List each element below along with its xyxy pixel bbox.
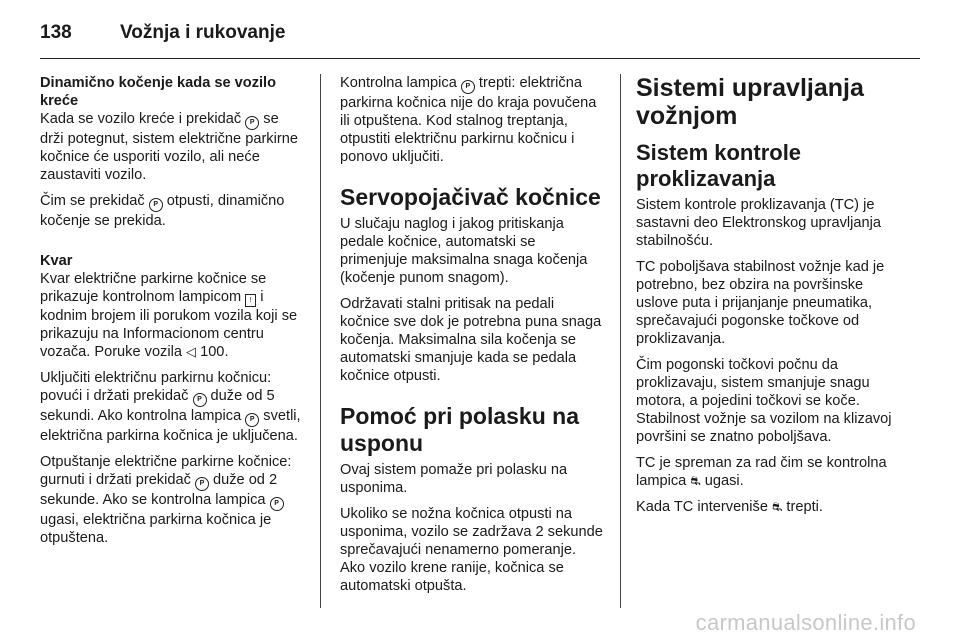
column-3 — [636, 74, 904, 524]
parking-brake-icon: P — [245, 116, 259, 130]
paragraph: U slučaju naglog i jakog pritiskanja pedale kočnice, automatski se primenjuje maksimalna snaga kočenja (kočenje punom snagom). — [340, 216, 588, 286]
heading-traction-control: Sistem kontrole proklizavanja — [636, 140, 802, 191]
traction-control-icon: ⛐ — [690, 474, 701, 488]
paragraph: TC je spreman za rad čim se kontrolna lampica ⛐ ugasi. — [636, 455, 887, 489]
paragraph: Kada se vozilo kreće i prekidač P se drži potegnut, sistem električne parkirne kočnice će usporiti vozilo, ali neće zaustaviti vozilo. — [40, 111, 298, 183]
watermark: carmanualsonline.info — [695, 610, 916, 635]
parking-brake-lamp-icon: P — [461, 80, 475, 94]
paragraph: Otpuštanje električne parkirne kočnice: gurnuti i držati prekidač P duže od 2 sekunde. Ako se kontrolna lampica P ugasi, električna parkirna kočnica je otpuštena. — [40, 454, 292, 546]
parking-brake-icon: P — [195, 477, 209, 491]
heading-dynamic-braking: Dinamično kočenje kada se vozilo kreće — [40, 75, 277, 109]
column-2 — [340, 74, 604, 603]
parking-brake-icon: P — [149, 198, 163, 212]
parking-brake-lamp-icon: P — [270, 497, 284, 511]
page-number: 138 — [40, 22, 72, 43]
heading-brake-assist: Servopojačivač kočnice — [340, 184, 601, 210]
paragraph: Održavati stalni pritisak na pedali kočnice sve dok je potrebna puna snaga kočenja. Maksimalna sila kočenja se automatski smanjuje kada se pedala kočnice otpusti. — [340, 296, 602, 384]
paragraph: Ovaj sistem pomaže pri polasku na usponima. — [340, 462, 568, 496]
column-divider-1 — [320, 74, 321, 608]
chapter-title: Vožnja i rukovanje — [120, 22, 286, 43]
column-1 — [40, 74, 304, 555]
paragraph: Kontrolna lampica P trepti: električna parkirna kočnica nije do kraja povučena ili otpuštena. Kod stalnog treptanja, otpustiti električnu parkirnu kočnicu i ponovo uključiti. — [340, 75, 597, 165]
heading-hill-start-assist: Pomoć pri polasku na usponu — [340, 403, 579, 456]
page-header — [40, 18, 920, 59]
column-divider-2 — [620, 74, 621, 608]
traction-control-icon: ⛐ — [772, 500, 783, 514]
page-reference-arrow-icon: ◁ — [186, 344, 197, 359]
parking-brake-lamp-icon: P — [245, 413, 259, 427]
paragraph: Čim se prekidač P otpusti, dinamično kočenje se prekida. — [40, 193, 285, 229]
heading-fault: Kvar — [40, 253, 73, 269]
paragraph: TC poboljšava stabilnost vožnje kad je potrebno, bez obzira na površinske uslove puta i prijanjanje pneumatika, sprečavajući pogonske točkove od proklizavanja. — [636, 259, 885, 347]
paragraph: Kvar električne parkirne kočnice se prikazuje kontrolnom lampicom ! i kodnim brojem ili porukom vozila koji se prikazuju na Informacionom centru vozača. Poruke vozila ◁ 100. — [40, 271, 298, 360]
heading-driving-control-systems: Sistemi upravljanja vožnjom — [636, 74, 864, 130]
paragraph: Kada TC interveniše ⛐ trepti. — [636, 499, 823, 515]
paragraph: Ukoliko se nožna kočnica otpusti na usponima, vozilo se zadržava 2 sekunde sprečavajući nenamerno pomeranje. Ako vozilo krene ranije, kočnica se automatski otpušta. — [340, 506, 603, 594]
paragraph: Sistem kontrole proklizavanja (TC) je sastavni deo Elektronskog upravljanja stabilnošću. — [636, 197, 881, 249]
page-reference: 100 — [200, 344, 225, 360]
parking-brake-icon: P — [193, 393, 207, 407]
paragraph: Čim pogonski točkovi počnu da proklizavaju, sistem smanjuje snagu motora, a pojedini točkovi se koče. Stabilnost vožnje sa vozilom na klizavoj površini se znatno poboljšava. — [636, 357, 892, 445]
paragraph: Uključiti električnu parkirnu kočnicu: povući i držati prekidač P duže od 5 sekundi. Ako kontrolna lampica P svetli, električna parkirna kočnica je uključena. — [40, 370, 301, 444]
warning-lamp-icon: ! — [245, 294, 256, 307]
